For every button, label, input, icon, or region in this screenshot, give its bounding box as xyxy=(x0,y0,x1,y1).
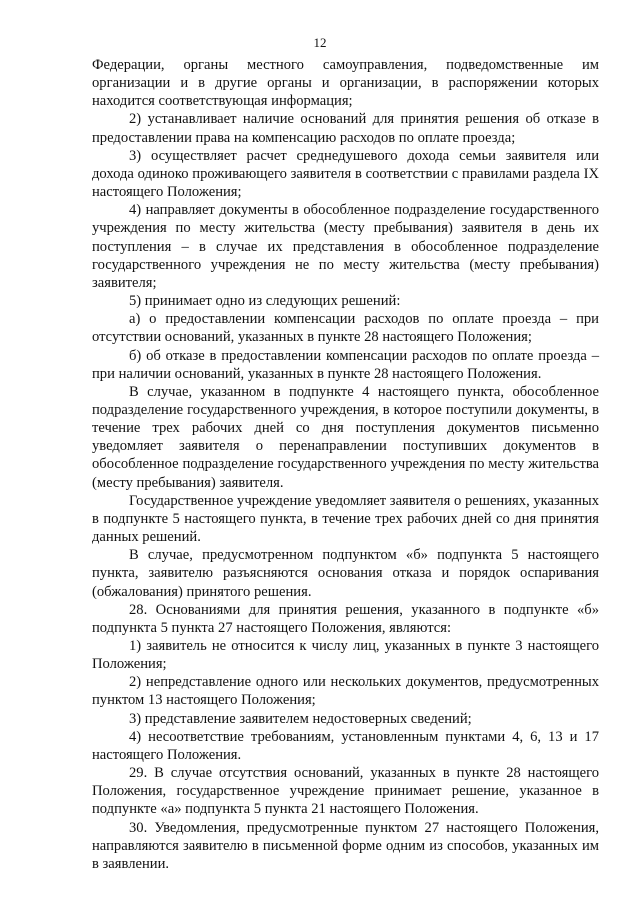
paragraph: а) о предоставлении компенсации расходов по оплате проезда – при отсутствии оснований, указанных в пункте 28 настоящего Положения; xyxy=(92,311,599,346)
paragraph: 29. В случае отсутствия оснований, указанных в пункте 28 настоящего Положения, государственное учреждение принимает решение, указанное в подпункте «а» подпункта 5 пункта 21 настоящего Положения. xyxy=(92,765,599,818)
paragraph: 2) устанавливает наличие оснований для принятия решения об отказе в предоставлении права на компенсацию расходов по оплате проезда; xyxy=(92,111,599,146)
paragraph: 1) заявитель не относится к числу лиц, указанных в пункте 3 настоящего Положения; xyxy=(92,638,599,673)
paragraph: 5) принимает одно из следующих решений: xyxy=(129,293,401,310)
page-number: 12 xyxy=(313,35,327,50)
paragraph: 2) непредставление одного или нескольких документов, предусмотренных пунктом 13 настоящего Положения; xyxy=(92,674,599,709)
paragraph: Государственное учреждение уведомляет заявителя о решениях, указанных в подпункте 5 настоящего пункта, в течение трех рабочих дней со дня принятия данных решений. xyxy=(92,492,599,546)
paragraph: 30. Уведомления, предусмотренные пунктом 27 настоящего Положения, направляются заявителю в письменной форме одним из способов, указанных им в заявлении. xyxy=(92,819,599,872)
paragraph: 3) осуществляет расчет среднедушевого дохода семьи заявителя или дохода одиноко проживающего заявителя в соответствии с правилами раздела IX настоящего Положения; xyxy=(92,147,599,201)
paragraph: 28. Основаниями для принятия решения, указанного в подпункте «б» подпункта 5 пункта 27 настоящего Положения, являются: xyxy=(92,601,599,636)
paragraph: 3) представление заявителем недостоверных сведений; xyxy=(129,710,472,727)
paragraph: Федерации, органы местного самоуправления, подведомственные им организации и в другие органы и организации, в распоряжении которых находится соответствующая информация; xyxy=(92,57,599,110)
paragraph: б) об отказе в предоставлении компенсации расходов по оплате проезда – при наличии оснований, указанных в пункте 28 настоящего Положения. xyxy=(92,347,599,382)
paragraph: В случае, указанном в подпункте 4 настоящего пункта, обособленное подразделение государственного учреждения, в которое поступили документы, в течение трех рабочих дней со дня поступления документов письменно уведомляет заявителя о перенаправлении поступивших документов в обособленное подразделение государственного учреждения по месту жительства (месту пребывания) заявителя. xyxy=(92,383,599,491)
paragraph: 4) направляет документы в обособленное подразделение государственного учреждения по месту жительства (месту пребывания) заявителя в день их поступления – в случае их представления в обособленное подразделение государственного учреждения не по месту жительства (месту пребывания) заявителя; xyxy=(92,202,599,291)
document-body xyxy=(92,56,599,873)
paragraph: 4) несоответствие требованиям, установленным пунктами 4, 6, 13 и 17 настоящего Положения. xyxy=(92,728,599,763)
paragraph: В случае, предусмотренном подпунктом «б» подпункта 5 настоящего пункта, заявителю разъясняются основания отказа и порядок оспаривания (обжалования) принятого решения. xyxy=(92,547,599,600)
